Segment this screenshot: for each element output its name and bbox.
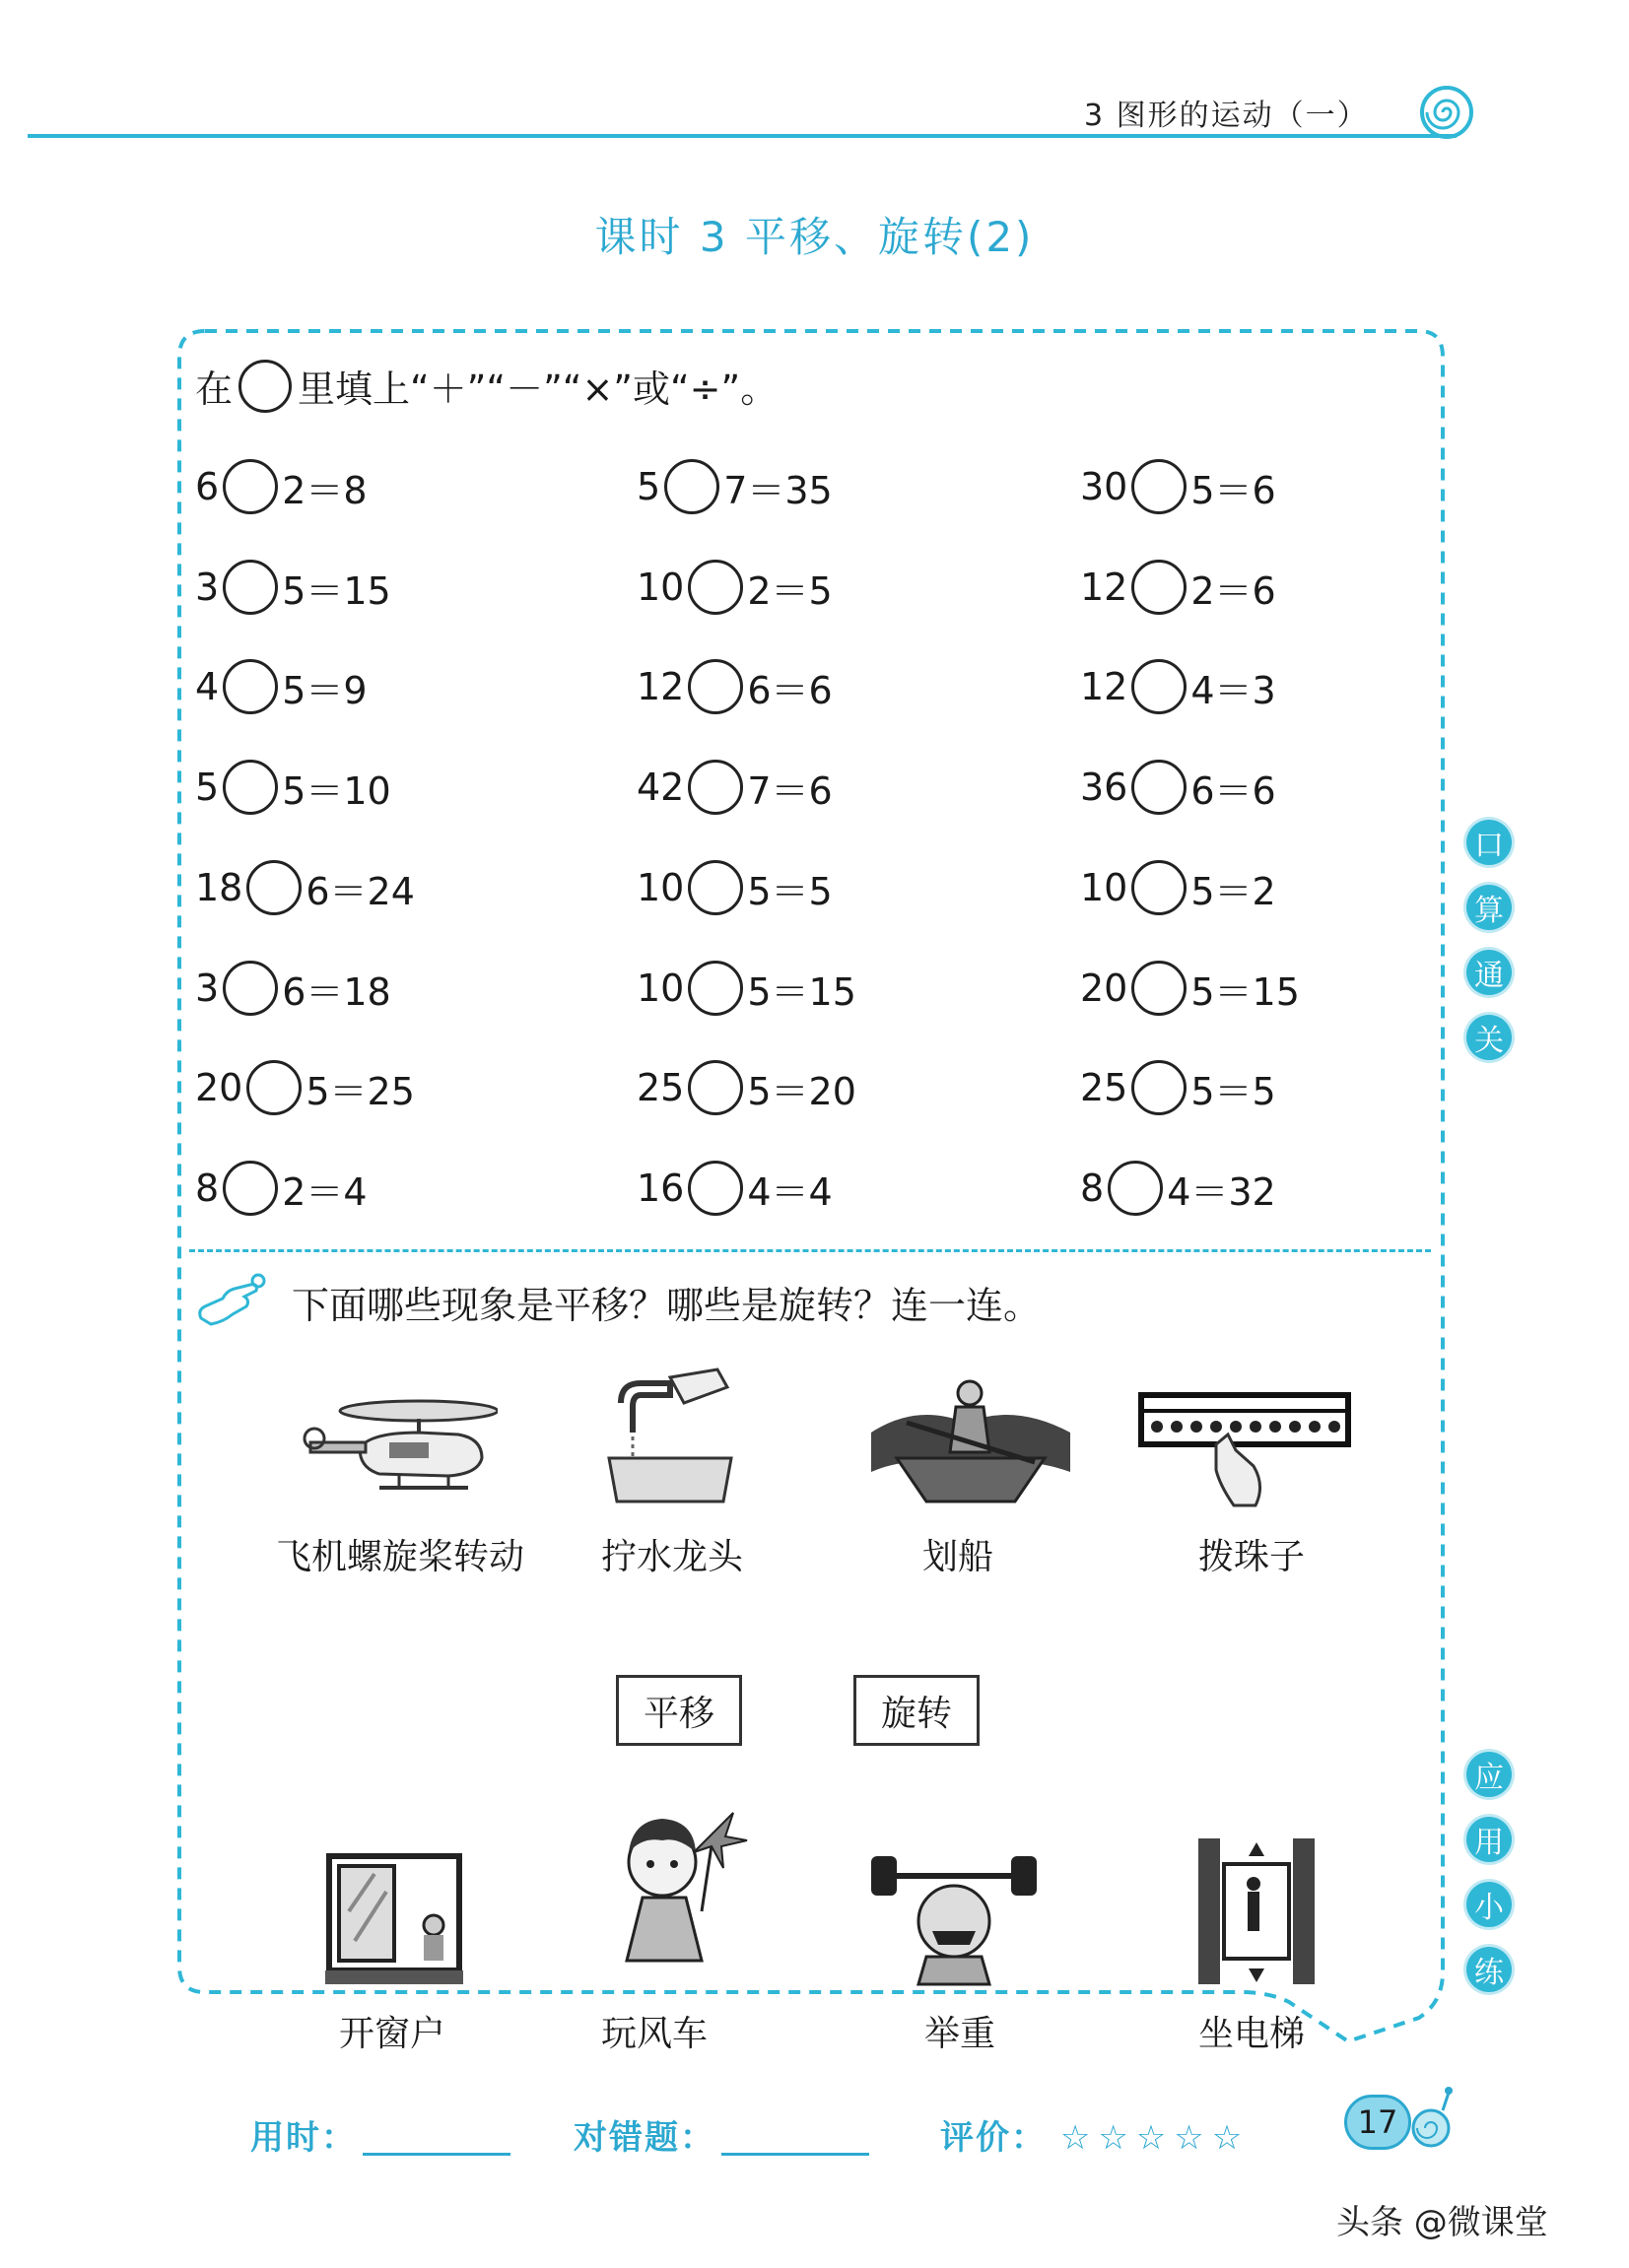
operator-blank-circle[interactable] <box>1131 659 1187 714</box>
equation-left-operand: 25 <box>1080 1066 1128 1109</box>
operator-blank-circle[interactable] <box>688 560 743 615</box>
equation-item <box>195 760 391 815</box>
equation-right-side: 4＝3 <box>1190 668 1276 712</box>
section2-instruction: 下面哪些现象是平移？哪些是旋转？连一连。 <box>292 1284 1042 1327</box>
equation-left-operand: 3 <box>195 566 220 609</box>
equation-left-operand: 4 <box>195 665 220 708</box>
category-rotation[interactable]: 旋转 <box>853 1675 980 1746</box>
equation-left-operand: 12 <box>1080 665 1128 708</box>
caption-window: 开窗户 <box>339 2014 446 2054</box>
instruction-suffix: 里填上“＋”“－”“×”或“÷”。 <box>298 367 779 411</box>
equation-item <box>637 1060 856 1115</box>
equation-left-operand: 3 <box>195 967 220 1010</box>
side-tab-char: 口 <box>1466 820 1512 865</box>
equation-item <box>195 459 368 514</box>
rating-label: 评价： <box>940 2118 1047 2158</box>
lesson-title: 课时 3 平移、旋转(2) <box>594 213 1035 261</box>
operator-blank-circle[interactable] <box>688 1161 743 1216</box>
equation-right-side: 2＝6 <box>1190 568 1276 613</box>
operator-blank-circle[interactable] <box>688 860 743 915</box>
side-tab-char: 小 <box>1466 1882 1512 1927</box>
time-label: 用时： <box>250 2118 357 2158</box>
operator-blank-circle[interactable] <box>688 1060 743 1115</box>
equation-item <box>195 860 415 915</box>
equation-left-operand: 12 <box>1080 566 1128 609</box>
equation-right-side: 2＝5 <box>747 568 833 613</box>
equation-left-operand: 10 <box>637 566 685 609</box>
category-translation[interactable]: 平移 <box>616 1675 742 1746</box>
equation-left-operand: 30 <box>1080 465 1128 508</box>
caption-rowing: 划船 <box>922 1537 994 1577</box>
time-field <box>250 2110 510 2159</box>
equation-item <box>1080 459 1276 514</box>
operator-blank-circle[interactable] <box>1131 1060 1187 1115</box>
equation-item <box>637 760 833 815</box>
operator-blank-circle[interactable] <box>664 459 719 514</box>
equation-left-operand: 10 <box>1080 866 1128 909</box>
equation-item <box>637 459 833 514</box>
operator-blank-circle[interactable] <box>1108 1161 1163 1216</box>
equation-left-operand: 8 <box>1080 1167 1105 1210</box>
equation-right-side: 5＝10 <box>282 768 391 813</box>
equation-left-operand: 25 <box>637 1066 685 1109</box>
caption-elevator: 坐电梯 <box>1198 2014 1306 2054</box>
equation-right-side: 5＝15 <box>747 969 856 1014</box>
equation-item <box>1080 961 1300 1016</box>
equation-right-side: 4＝32 <box>1167 1169 1276 1214</box>
equation-left-operand: 20 <box>1080 967 1128 1010</box>
rating-field <box>940 2110 1250 2159</box>
equation-right-side: 6＝6 <box>747 668 833 712</box>
equation-right-side: 5＝5 <box>1190 1069 1276 1113</box>
side-tab-char: 关 <box>1466 1015 1512 1060</box>
errors-blank[interactable] <box>721 2123 869 2156</box>
equation-right-side: 5＝6 <box>1190 468 1276 512</box>
side-tab-char: 通 <box>1466 950 1512 995</box>
equation-item <box>1080 659 1276 714</box>
equation-right-side: 7＝6 <box>747 768 833 813</box>
equation-right-side: 2＝8 <box>282 468 368 512</box>
side-tab-char: 用 <box>1466 1817 1512 1862</box>
errors-label: 对错题： <box>574 2118 715 2158</box>
equation-item <box>1080 760 1276 815</box>
operator-blank-circle[interactable] <box>1131 860 1187 915</box>
equation-item <box>637 860 833 915</box>
chapter-label: 3 图形的运动（一） <box>1084 99 1369 133</box>
equation-right-side: 6＝18 <box>282 969 391 1014</box>
equation-right-side: 4＝4 <box>747 1169 833 1214</box>
equation-left-operand: 16 <box>637 1167 685 1210</box>
rating-stars[interactable]: ☆☆☆☆☆ <box>1059 2118 1251 2158</box>
equation-item <box>1080 1060 1276 1115</box>
time-blank[interactable] <box>363 2123 510 2156</box>
side-tab-char: 算 <box>1466 885 1512 930</box>
rowing-boat-icon <box>867 1364 1074 1507</box>
equation-item <box>195 1161 368 1216</box>
equation-left-operand: 8 <box>195 1167 220 1210</box>
equation-right-side: 5＝2 <box>1190 869 1276 913</box>
operator-blank-circle[interactable] <box>223 760 278 815</box>
equation-left-operand: 12 <box>637 665 685 708</box>
equation-item <box>637 1161 833 1216</box>
operator-blank-circle[interactable] <box>223 560 278 615</box>
equation-right-side: 5＝15 <box>1190 969 1300 1014</box>
page-number: 17 <box>1344 2095 1411 2150</box>
blank-circle-icon <box>238 360 292 413</box>
snail-icon <box>1403 2085 1459 2154</box>
abacus-icon <box>1137 1391 1352 1507</box>
equation-right-side: 5＝20 <box>747 1069 856 1113</box>
operator-blank-circle[interactable] <box>223 961 278 1016</box>
operator-blank-circle[interactable] <box>1131 760 1187 815</box>
operator-blank-circle[interactable] <box>246 1060 302 1115</box>
equation-left-operand: 20 <box>195 1066 243 1109</box>
operator-blank-circle[interactable] <box>1131 459 1187 514</box>
section-divider <box>189 1249 1431 1252</box>
operator-blank-circle[interactable] <box>223 1161 278 1216</box>
helicopter-icon <box>301 1389 498 1507</box>
equation-right-side: 5＝25 <box>305 1069 415 1113</box>
faucet-icon <box>601 1364 739 1507</box>
equation-left-operand: 10 <box>637 866 685 909</box>
side-tab-char: 应 <box>1466 1752 1512 1797</box>
equation-item <box>1080 860 1276 915</box>
caption-pinwheel: 玩风车 <box>601 2014 709 2054</box>
equation-item <box>637 560 833 615</box>
elevator-icon <box>1194 1834 1319 1988</box>
equation-right-side: 2＝4 <box>282 1169 368 1214</box>
section1-instruction <box>195 359 778 413</box>
operator-blank-circle[interactable] <box>223 459 278 514</box>
watermark: 头条 @微课堂 <box>1336 2203 1548 2242</box>
equation-item <box>1080 1161 1276 1216</box>
equation-right-side: 5＝9 <box>282 668 368 712</box>
equation-left-operand: 10 <box>637 967 685 1010</box>
equation-item <box>195 961 391 1016</box>
girl-pinwheel-icon <box>603 1803 751 1986</box>
side-tab-char: 练 <box>1466 1947 1512 1992</box>
equation-left-operand: 6 <box>195 465 220 508</box>
operator-blank-circle[interactable] <box>688 760 743 815</box>
header-rule <box>28 134 1457 138</box>
pointing-hand-icon <box>193 1271 272 1330</box>
weightlifter-icon <box>867 1842 1041 1986</box>
equation-right-side: 6＝24 <box>305 869 415 913</box>
equation-left-operand: 5 <box>637 465 661 508</box>
spiral-icon <box>1419 85 1474 140</box>
operator-blank-circle[interactable] <box>223 659 278 714</box>
instruction-prefix: 在 <box>195 367 234 411</box>
caption-faucet: 拧水龙头 <box>601 1537 744 1577</box>
operator-blank-circle[interactable] <box>688 961 743 1016</box>
equation-right-side: 7＝35 <box>723 468 833 512</box>
errors-field <box>574 2110 869 2159</box>
equation-right-side: 5＝5 <box>747 869 833 913</box>
caption-propeller: 飞机螺旋桨转动 <box>276 1537 525 1577</box>
equation-left-operand: 18 <box>195 866 243 909</box>
caption-abacus: 拨珠子 <box>1198 1537 1306 1577</box>
equation-item <box>195 659 368 714</box>
equation-item <box>637 659 833 714</box>
caption-weightlifting: 举重 <box>924 2014 996 2054</box>
operator-blank-circle[interactable] <box>246 860 302 915</box>
equation-item <box>1080 560 1276 615</box>
equation-item <box>195 1060 415 1115</box>
window-icon <box>325 1852 463 1986</box>
equation-left-operand: 42 <box>637 766 685 809</box>
equation-right-side: 6＝6 <box>1190 768 1276 813</box>
equation-item <box>637 961 856 1016</box>
equation-left-operand: 5 <box>195 766 220 809</box>
equation-item <box>195 560 391 615</box>
operator-blank-circle[interactable] <box>688 659 743 714</box>
operator-blank-circle[interactable] <box>1131 961 1187 1016</box>
equation-left-operand: 36 <box>1080 766 1128 809</box>
equation-right-side: 5＝15 <box>282 568 391 613</box>
operator-blank-circle[interactable] <box>1131 560 1187 615</box>
